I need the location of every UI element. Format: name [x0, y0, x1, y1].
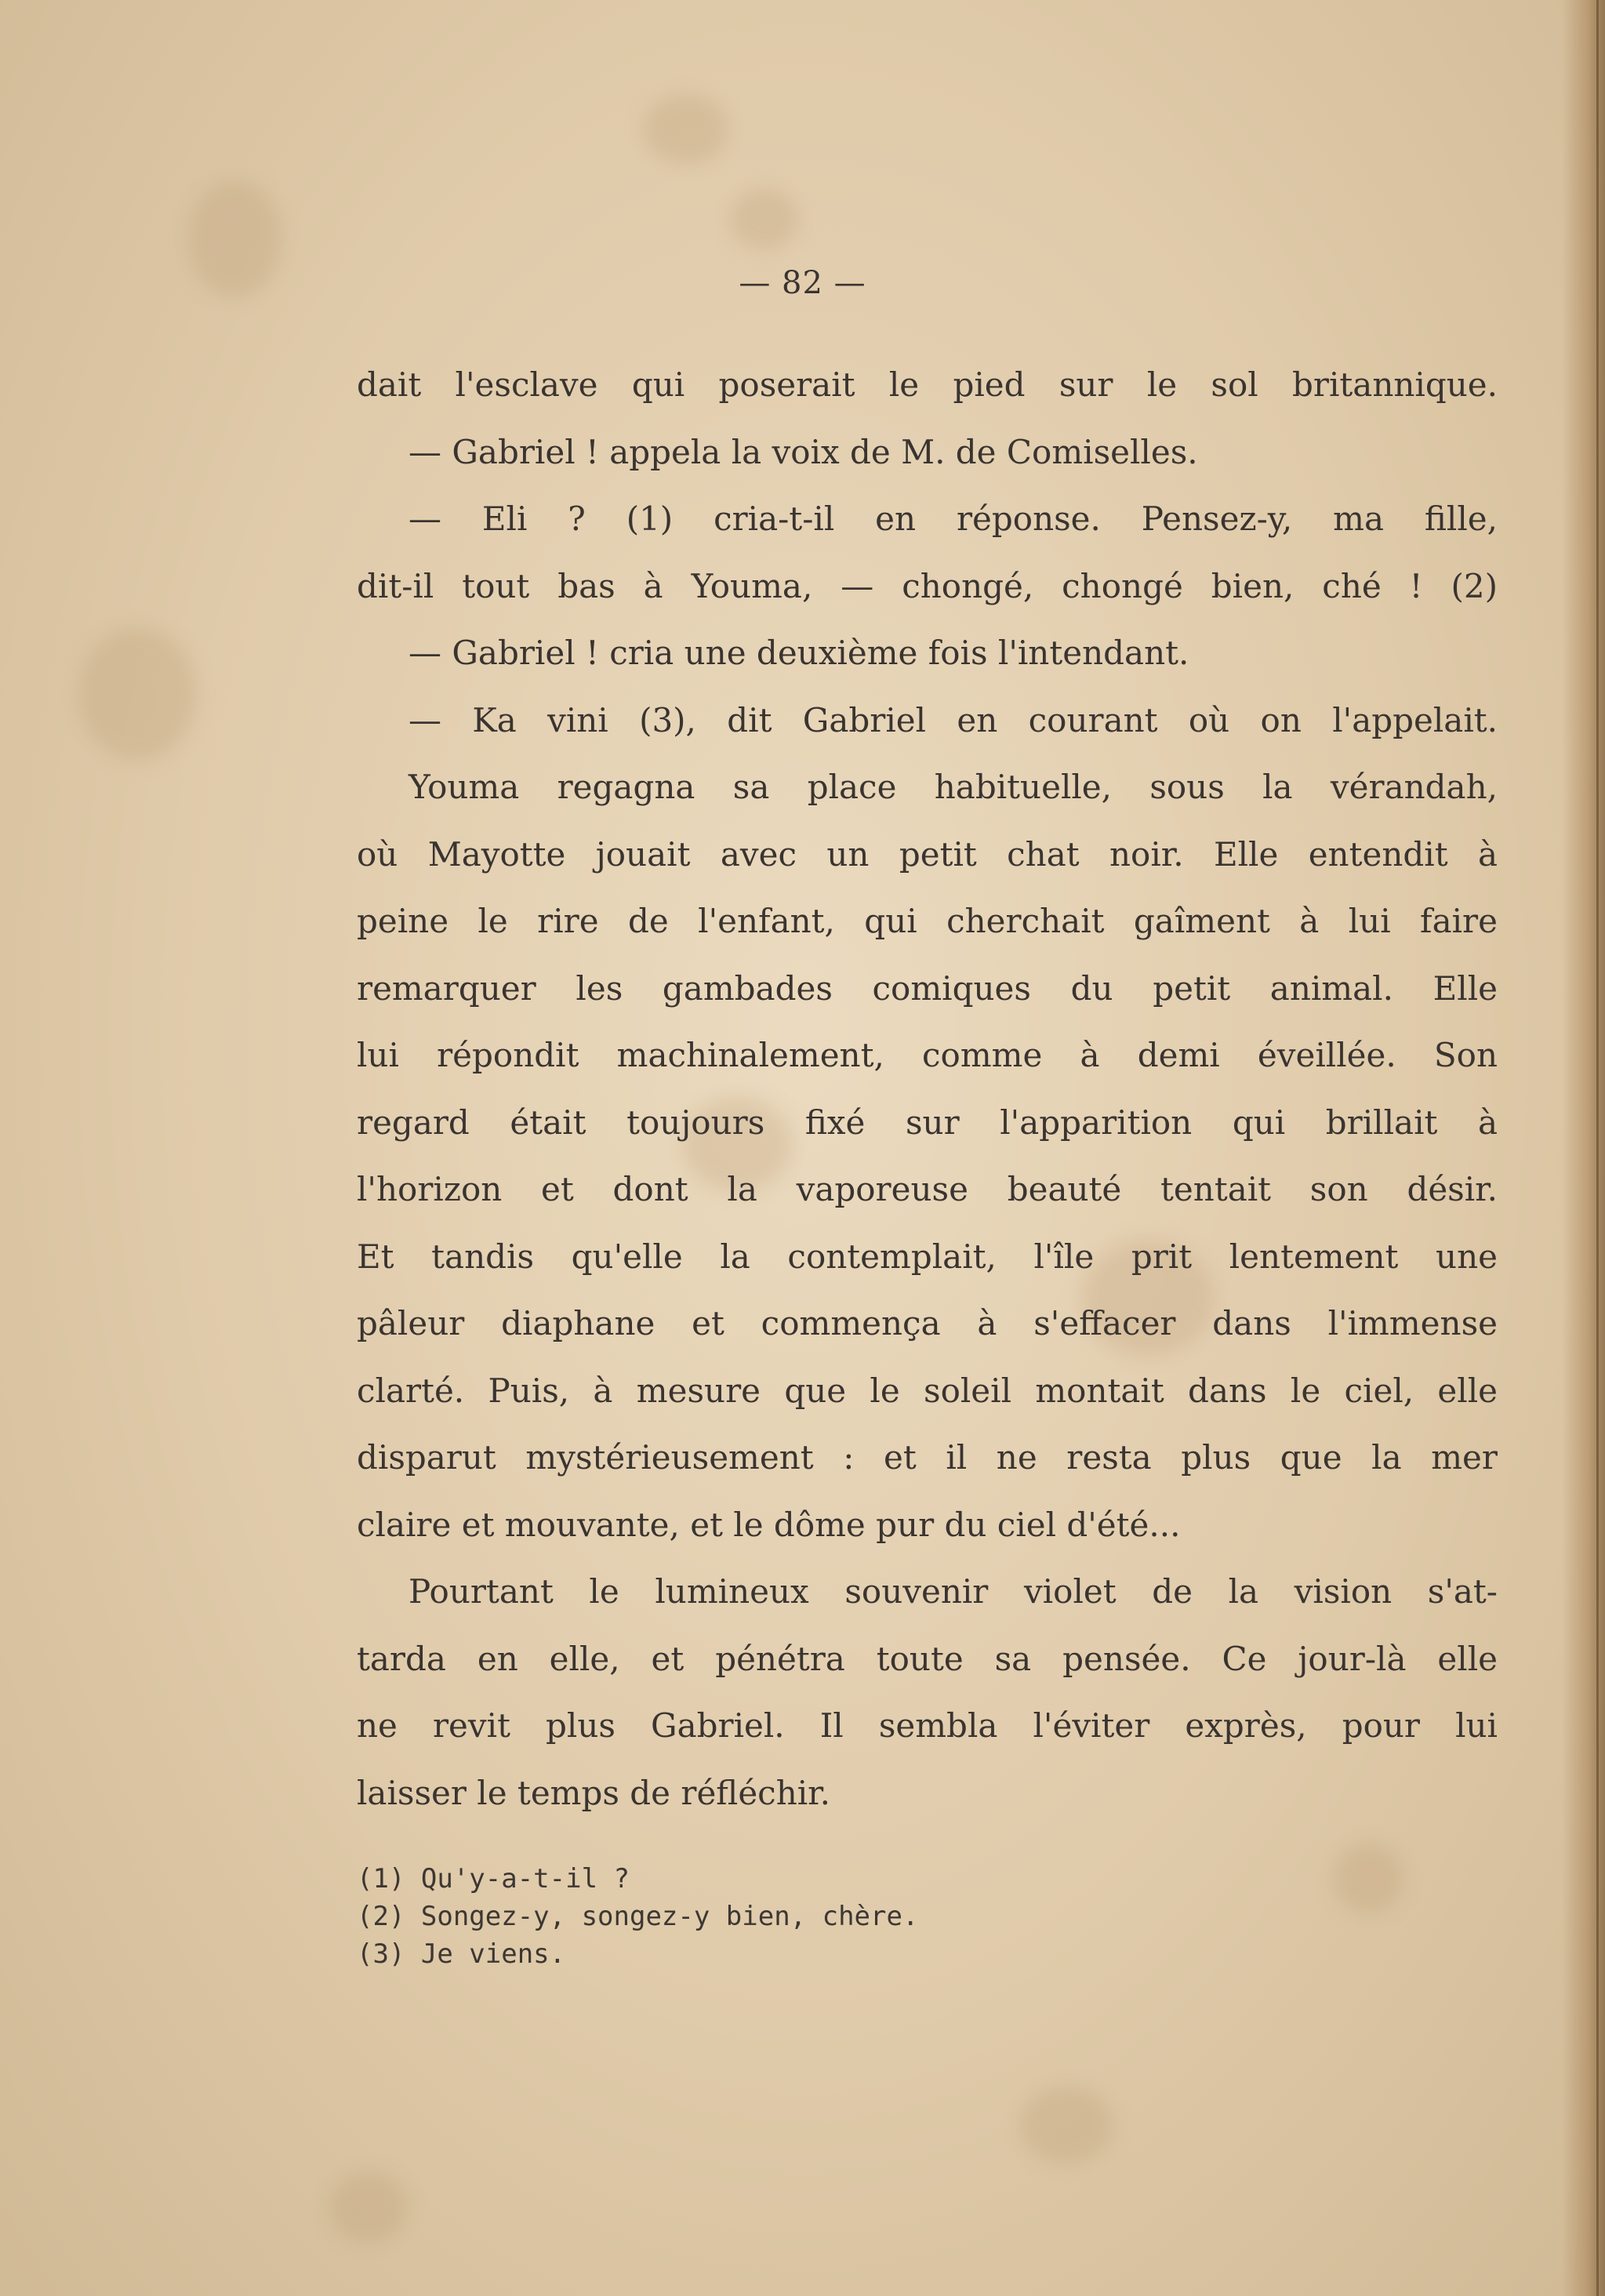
text-line: claire et mouvante, et le dôme pur du ciel d'été... — [357, 1505, 1181, 1544]
text-line: laisser le temps de réfléchir. — [357, 1773, 830, 1812]
text-line: l'horizon et dont la vaporeuse beauté tentait son désir. — [357, 1170, 1498, 1208]
text-line: — Eli ? (1) cria-t-il en réponse. Pensez-y, ma fille, — [409, 500, 1498, 538]
text-line: où Mayotte jouait avec un petit chat noir. Elle entendit à — [357, 834, 1498, 874]
text-line: — Gabriel ! appela la voix de M. de Comiselles. — [409, 432, 1198, 471]
footnote: (3) Je viens. — [357, 1938, 566, 1970]
text-line: regard était toujours fixé sur l'apparition qui brillait à — [357, 1103, 1498, 1142]
body-text — [357, 351, 1498, 1826]
footnotes — [357, 1860, 1219, 1973]
text-line: dit-il tout bas à Youma, — chongé, chongé bien, ché ! (2) — [357, 566, 1498, 605]
text-line: remarquer les gambades comiques du petit animal. Elle — [357, 968, 1498, 1008]
text-line: Youma regagna sa place habituelle, sous la vérandah, — [409, 768, 1498, 806]
footnote: (2) Songez-y, songez-y bien, chère. — [357, 1901, 919, 1932]
text-line: Pourtant le lumineux souvenir violet de la vision s'at- — [409, 1572, 1498, 1611]
text-line: tarda en elle, et pénétra toute sa pensée. Ce jour-là elle — [357, 1639, 1498, 1678]
text-line: peine le rire de l'enfant, qui cherchait gaîment à lui faire — [357, 902, 1498, 940]
text-line: dait l'esclave qui poserait le pied sur le sol britannique. — [357, 365, 1498, 404]
text-line: ne revit plus Gabriel. Il sembla l'éviter exprès, pour lui — [357, 1706, 1498, 1745]
text-line: lui répondit machinalement, comme à demi éveillée. Son — [357, 1036, 1498, 1074]
text-line: — Gabriel ! cria une deuxième fois l'intendant. — [409, 634, 1189, 672]
page-number: — 82 — — [739, 265, 866, 301]
footnote: (1) Qu'y-a-t-il ? — [357, 1863, 630, 1895]
text-line: clarté. Puis, à mesure que le soleil montait dans le ciel, elle — [357, 1371, 1498, 1410]
text-line: disparut mystérieusement : et il ne resta plus que la mer — [357, 1438, 1498, 1477]
text-line: pâleur diaphane et commença à s'effacer dans l'immense — [357, 1304, 1498, 1342]
text-line: Et tandis qu'elle la contemplait, l'île prit lentement une — [357, 1237, 1498, 1276]
text-line: — Ka vini (3), dit Gabriel en courant où on l'appelait. — [409, 700, 1498, 739]
